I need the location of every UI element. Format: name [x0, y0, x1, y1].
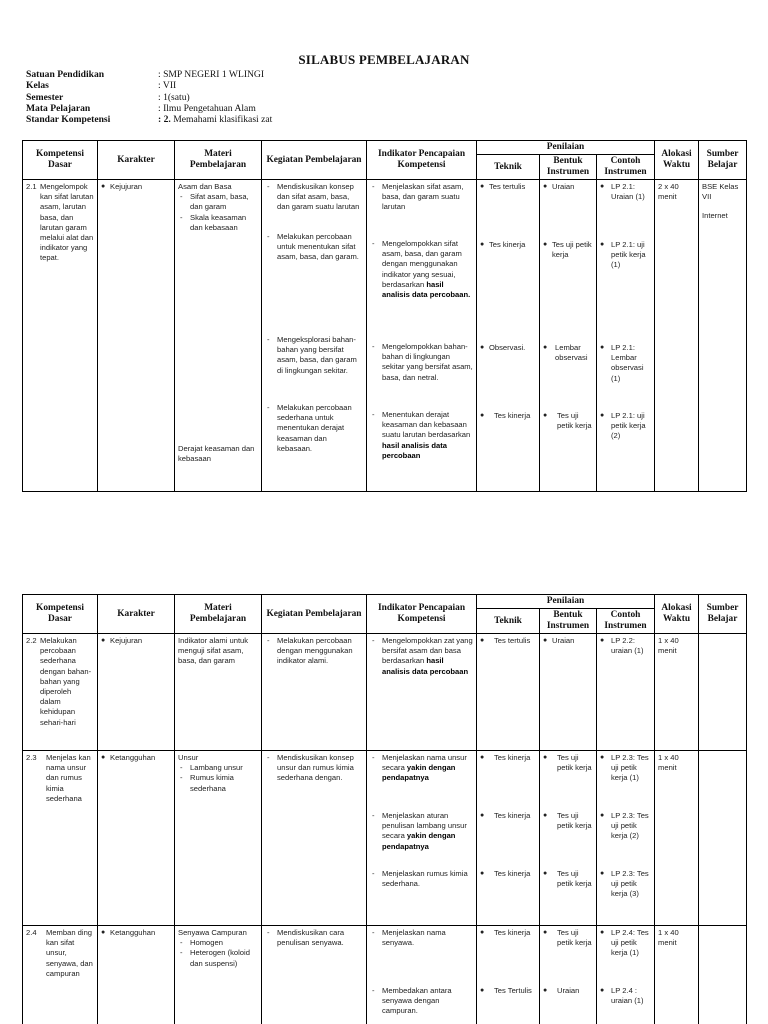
cell-indikator	[367, 180, 477, 492]
header-karakter: Karakter	[98, 141, 175, 180]
kd-text: Memban ding kan sifat unsur, senyawa, dan campuran	[46, 928, 93, 978]
teknik-text: Tes kinerja	[494, 811, 531, 820]
meta-key: Kelas	[26, 80, 49, 92]
dash-icon: -	[372, 410, 375, 419]
kegiatan-text: Mengeksplorasi bahan-bahan yang bersifat asam, basa, dan garam di lingkungan sekitar.	[277, 335, 357, 375]
alokasi-text: 1 x 40 menit	[658, 753, 679, 773]
contoh-text: LP 2.2: uraian (1)	[611, 636, 644, 656]
bullet-icon: ●	[543, 344, 548, 351]
bullet-icon: ●	[101, 929, 106, 936]
header-karakter: Karakter	[98, 595, 175, 634]
cell-kegiatan	[262, 634, 367, 751]
indikator-highlight: hasil analisis data percobaan	[382, 440, 447, 460]
teknik-text: Tes kinerja	[489, 240, 526, 249]
contoh-text: LP 2.1: uji petik kerja (2)	[611, 411, 646, 441]
bullet-icon: ●	[543, 412, 548, 419]
contoh-text: LP 2.3: Tes uji petik kerja (2)	[611, 811, 649, 841]
indikator-highlight: hasil analisis data percobaan.	[382, 279, 471, 300]
karakter-text: Kejujuran	[110, 182, 143, 191]
bullet-icon: ●	[600, 183, 605, 190]
contoh-text: LP 2.3: Tes uji petik kerja (3)	[611, 869, 649, 899]
bullet-icon: ●	[600, 870, 605, 877]
dash-icon: -	[372, 869, 375, 878]
kd-number: 2.3	[26, 753, 37, 762]
bullet-icon: ●	[480, 183, 485, 190]
bullet-icon: ●	[101, 637, 106, 644]
kd-text: Menjelas kan nama unsur dan rumus kimia sederhana	[46, 753, 91, 803]
bentuk-text: Tes uji petik kerja	[557, 811, 592, 831]
bullet-icon: ●	[600, 812, 605, 819]
header-bentuk: Bentuk Instrumen	[540, 155, 597, 180]
bullet-icon: ●	[101, 183, 106, 190]
cell-contoh	[597, 634, 655, 751]
bullet-icon: ●	[480, 412, 485, 419]
cell-teknik	[477, 180, 540, 492]
meta-row-mapel	[26, 103, 272, 114]
cell-contoh	[597, 751, 655, 926]
alokasi-text: 1 x 40 menit	[658, 636, 679, 656]
kegiatan-text: Melakukan percobaan untuk menentukan sifat asam, basa, dan garam.	[277, 232, 359, 262]
cell-sumber	[699, 751, 747, 926]
header-indikator: Indikator Pencapaian Kompetensi	[367, 595, 477, 634]
indikator-text: Menjelaskan nama unsur secara	[382, 753, 467, 773]
cell-kompetensi-dasar	[23, 634, 98, 751]
indikator-text: Mengelompokkan bahan-bahan di lingkungan sekitar yang bersifat asam, basa, dan netral.	[382, 342, 473, 382]
bullet-icon: ●	[480, 929, 485, 936]
bullet-icon: ●	[543, 987, 548, 994]
dash-icon: -	[180, 212, 183, 222]
cell-bentuk	[540, 926, 597, 1024]
kegiatan-text: Mendiskusikan cara penulisan senyawa.	[277, 928, 345, 948]
indikator-text: Mengelompokkan zat yang bersifat asam dan basa berdasarkan	[382, 636, 473, 666]
dash-icon: -	[180, 948, 183, 958]
indikator-text: Menentukan derajat keasaman dan kebasaan suatu larutan berdasarkan	[382, 410, 471, 440]
teknik-text: Tes kinerja	[494, 928, 531, 937]
cell-kompetensi-dasar	[23, 180, 98, 492]
materi-text: Indikator alami untuk menguji sifat asam, basa, dan garam	[178, 636, 249, 666]
indikator-highlight: hasil analisis data percobaan	[382, 656, 469, 676]
meta-key: Mata Pelajaran	[26, 102, 91, 114]
bentuk-text: Lembar observasi	[555, 343, 588, 363]
meta-value: : Ilmu Pengetahuan Alam	[158, 102, 256, 114]
bullet-icon: ●	[600, 754, 605, 761]
dash-icon: -	[267, 335, 270, 344]
cell-indikator	[367, 751, 477, 926]
bullet-icon: ●	[543, 929, 548, 936]
dash-icon: -	[180, 773, 183, 783]
cell-alokasi	[655, 926, 699, 1024]
header-penilaian: Penilaian	[477, 141, 655, 155]
alokasi-text: 2 x 40 menit	[658, 182, 679, 202]
kd-number: 2.1	[26, 182, 37, 191]
dash-icon: -	[372, 239, 375, 248]
contoh-text: LP 2.1: Lembar observasi (1)	[611, 343, 644, 383]
cell-materi	[175, 634, 262, 751]
syllabus-table-1	[22, 140, 747, 492]
meta-key: Satuan Pendidikan	[26, 69, 105, 80]
cell-indikator	[367, 634, 477, 751]
bullet-icon: ●	[480, 812, 485, 819]
kegiatan-text: Mendiskusikan konsep dan sifat asam, basa, dan garam suatu larutan	[277, 182, 360, 212]
bullet-icon: ●	[600, 241, 605, 248]
teknik-text: Tes kinerja	[494, 869, 531, 878]
bentuk-text: Tes uji petik kerja	[557, 411, 592, 431]
dash-icon: -	[372, 811, 375, 820]
cell-kegiatan	[262, 926, 367, 1024]
dash-icon: -	[267, 182, 270, 191]
bentuk-text: Tes uji petik kerja	[557, 869, 592, 889]
indikator-text: Menjelaskan aturan penulisan lambang unsur secara	[382, 811, 467, 841]
cell-contoh	[597, 180, 655, 492]
bullet-icon: ●	[600, 637, 605, 644]
cell-alokasi	[655, 180, 699, 492]
teknik-text: Tes kinerja	[494, 753, 531, 762]
header-teknik: Teknik	[477, 609, 540, 634]
dash-icon: -	[267, 232, 270, 241]
materi-title: Unsur	[178, 753, 199, 762]
table-row	[23, 180, 747, 492]
document-meta	[26, 69, 272, 125]
teknik-text: Tes tertulis	[489, 182, 526, 191]
dash-icon: -	[180, 938, 183, 948]
teknik-text: Tes Tertulis	[494, 986, 532, 995]
cell-karakter	[98, 634, 175, 751]
cell-teknik	[477, 634, 540, 751]
contoh-text: LP 2.4: Tes uji petik kerja (1)	[611, 928, 649, 958]
cell-kegiatan	[262, 751, 367, 926]
header-sumber: Sumber Belajar	[699, 595, 747, 634]
cell-contoh	[597, 926, 655, 1024]
contoh-text: LP 2.1: uji petik kerja (1)	[611, 240, 646, 270]
table-row	[23, 634, 747, 751]
meta-value: : SMP NEGERI 1 WLINGI	[158, 69, 265, 80]
cell-karakter	[98, 751, 175, 926]
materi-sub: Homogen	[190, 938, 223, 948]
bentuk-text: Tes uji petik kerja	[552, 240, 592, 260]
teknik-text: Tes tertulis	[494, 636, 531, 645]
bullet-icon: ●	[480, 344, 485, 351]
materi-title: Asam dan Basa	[178, 182, 232, 191]
meta-row-satuan	[26, 69, 272, 80]
kegiatan-text: Melakukan percobaan sederhana untuk menentukan derajat keasaman dan kebasaan.	[277, 403, 352, 453]
kd-text: Mengelompok kan sifat larutan asam, larutan basa, dan larutan garam melalui alat dan indikator yang tepat.	[40, 182, 94, 263]
cell-teknik	[477, 751, 540, 926]
header-penilaian: Penilaian	[477, 595, 655, 609]
sumber-text: Internet	[702, 211, 728, 221]
cell-materi	[175, 751, 262, 926]
header-materi: Materi Pembelajaran	[175, 141, 262, 180]
cell-karakter	[98, 180, 175, 492]
header-kompetensi-dasar: Kompetensi Dasar	[23, 595, 98, 634]
karakter-text: Kejujuran	[110, 636, 143, 645]
dash-icon: -	[372, 342, 375, 351]
materi-title: Senyawa Campuran	[178, 928, 247, 937]
header-bentuk: Bentuk Instrumen	[540, 609, 597, 634]
kegiatan-text: Melakukan percobaan dengan menggunakan indikator alami.	[277, 636, 353, 666]
bentuk-text: Uraian	[552, 182, 575, 191]
indikator-text: Mengelompokkan sifat asam, basa, dan garam dengan menggunakan indikator yang sesuai, berdasarkan	[382, 239, 462, 289]
cell-kompetensi-dasar	[23, 751, 98, 926]
contoh-text: LP 2.4 : uraian (1)	[611, 986, 644, 1006]
bullet-icon: ●	[480, 987, 485, 994]
materi-title: Derajat keasaman dan kebasaan	[178, 444, 255, 464]
contoh-text: LP 2.1: Uraian (1)	[611, 182, 645, 202]
header-kompetensi-dasar: Kompetensi Dasar	[23, 141, 98, 180]
kd-number: 2.4	[26, 928, 37, 937]
cell-indikator	[367, 926, 477, 1024]
cell-kompetensi-dasar	[23, 926, 98, 1024]
cell-sumber	[699, 634, 747, 751]
bullet-icon: ●	[543, 812, 548, 819]
meta-row-kelas	[26, 80, 272, 91]
bullet-icon: ●	[600, 929, 605, 936]
bentuk-text: Tes uji petik kerja	[557, 928, 592, 948]
table-row	[23, 926, 747, 1024]
cell-materi	[175, 180, 262, 492]
meta-row-semester	[26, 92, 272, 103]
table-row	[23, 751, 747, 926]
indikator-text: Menjelaskan sifat asam, basa, dan garam suatu larutan	[382, 182, 464, 212]
dash-icon: -	[267, 928, 270, 937]
header-kegiatan: Kegiatan Pembelajaran	[262, 595, 367, 634]
indikator-text: Menjelaskan nama senyawa.	[382, 928, 446, 948]
bullet-icon: ●	[543, 241, 548, 248]
cell-bentuk	[540, 180, 597, 492]
bullet-icon: ●	[480, 754, 485, 761]
bentuk-text: Uraian	[557, 986, 580, 995]
cell-alokasi	[655, 634, 699, 751]
meta-key: Standar Kompetensi	[26, 114, 111, 126]
header-materi: Materi Pembelajaran	[175, 595, 262, 634]
bullet-icon: ●	[101, 754, 106, 761]
kegiatan-text: Mendiskusikan konsep unsur dan rumus kimia sederhana dengan.	[277, 753, 354, 783]
bullet-icon: ●	[543, 754, 548, 761]
syllabus-table-2	[22, 594, 747, 1024]
cell-bentuk	[540, 751, 597, 926]
bullet-icon: ●	[600, 344, 605, 351]
meta-value: : VII	[158, 80, 177, 92]
alokasi-text: 1 x 40 menit	[658, 928, 679, 948]
dash-icon: -	[372, 636, 375, 645]
cell-sumber	[699, 926, 747, 1024]
header-alokasi: Alokasi Waktu	[655, 141, 699, 180]
indikator-text: Menjelaskan rumus kimia sederhana.	[382, 869, 468, 889]
bullet-icon: ●	[480, 870, 485, 877]
header-contoh: Contoh Instrumen	[597, 609, 655, 634]
kd-number: 2.2	[26, 636, 37, 645]
header-teknik: Teknik	[477, 155, 540, 180]
dash-icon: -	[180, 192, 183, 202]
bullet-icon: ●	[480, 241, 485, 248]
meta-value-number: : 2.	[158, 114, 171, 126]
meta-row-sk	[26, 114, 272, 125]
karakter-text: Ketangguhan	[110, 928, 156, 937]
bullet-icon: ●	[543, 183, 548, 190]
bentuk-text: Uraian	[552, 636, 575, 645]
dash-icon: -	[372, 753, 375, 762]
indikator-text: Membedakan antara senyawa dengan campuran.	[382, 986, 452, 1016]
bullet-icon: ●	[600, 987, 605, 994]
cell-teknik	[477, 926, 540, 1024]
bentuk-text: Tes uji petik kerja	[557, 753, 592, 773]
contoh-text: LP 2.3: Tes uji petik kerja (1)	[611, 753, 649, 783]
kd-text: Melakukan percobaan sederhana dengan bahan-bahan yang diperoleh dalam kehidupan sehari-hari	[40, 636, 92, 727]
dash-icon: -	[180, 763, 183, 773]
dash-icon: -	[267, 636, 270, 645]
header-sumber: Sumber Belajar	[699, 141, 747, 180]
meta-value: Memahami klasifikasi zat	[170, 114, 273, 126]
materi-sub: Skala keasaman dan kebasaan	[190, 212, 247, 232]
bullet-icon: ●	[600, 412, 605, 419]
header-kegiatan: Kegiatan Pembelajaran	[262, 141, 367, 180]
materi-sub: Sifat asam, basa, dan garam	[190, 192, 249, 212]
header-contoh: Contoh Instrumen	[597, 155, 655, 180]
meta-key: Semester	[26, 91, 64, 103]
bullet-icon: ●	[480, 637, 485, 644]
dash-icon: -	[267, 753, 270, 762]
meta-value: : 1(satu)	[158, 91, 190, 103]
dash-icon: -	[372, 986, 375, 995]
bullet-icon: ●	[543, 637, 548, 644]
teknik-text: Observasi.	[489, 343, 526, 352]
cell-sumber	[699, 180, 747, 492]
header-indikator: Indikator Pencapaian Kompetensi	[367, 141, 477, 180]
teknik-text: Tes kinerja	[494, 411, 531, 420]
dash-icon: -	[372, 182, 375, 191]
indikator-highlight: yakin dengan pendapatnya	[382, 831, 456, 851]
materi-sub: Heterogen (koloid dan suspensi)	[190, 948, 250, 968]
dash-icon: -	[372, 928, 375, 937]
sumber-text: BSE Kelas VII	[702, 182, 739, 202]
materi-sub: Lambang unsur	[190, 763, 243, 773]
cell-karakter	[98, 926, 175, 1024]
document-title: SILABUS PEMBELAJARAN	[298, 52, 470, 67]
bullet-icon: ●	[543, 870, 548, 877]
cell-alokasi	[655, 751, 699, 926]
indikator-highlight: yakin dengan pendapatnya	[382, 763, 456, 783]
materi-sub: Rumus kimia sederhana	[190, 773, 234, 793]
cell-kegiatan	[262, 180, 367, 492]
cell-materi	[175, 926, 262, 1024]
cell-bentuk	[540, 634, 597, 751]
header-alokasi: Alokasi Waktu	[655, 595, 699, 634]
karakter-text: Ketangguhan	[110, 753, 156, 762]
dash-icon: -	[267, 403, 270, 412]
